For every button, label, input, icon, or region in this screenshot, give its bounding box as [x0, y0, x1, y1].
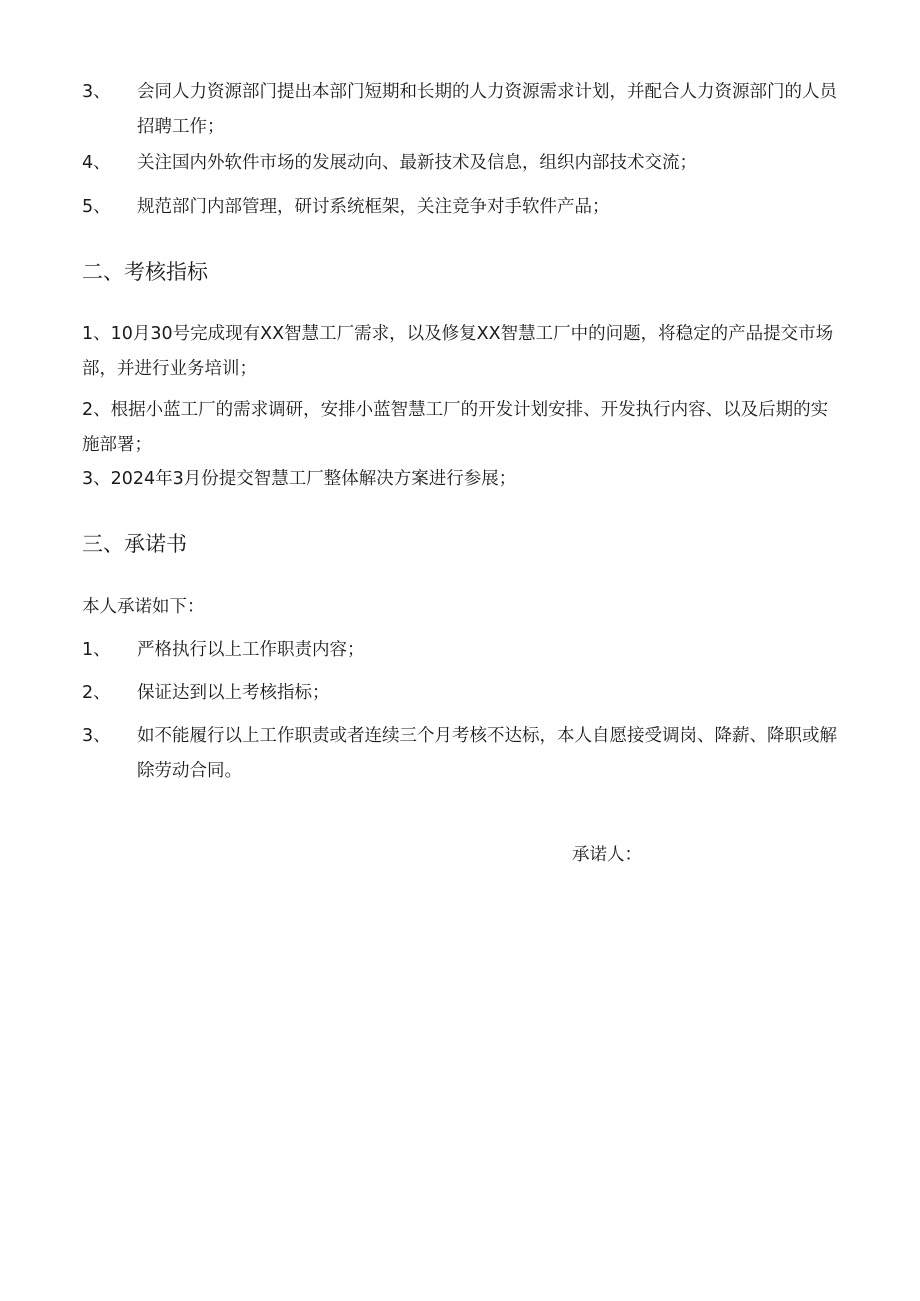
- commitment-number: 3、: [82, 726, 111, 746]
- kpi-item-1: 1、10月30号完成现有XX智慧工厂需求，以及修复XX智慧工厂中的问题，将稳定的产品提交市场部，并进行业务培训；: [82, 324, 834, 379]
- commitment-item-1: [82, 633, 842, 668]
- section-heading-commitment: 三、承诺书: [82, 532, 187, 556]
- section-heading-kpi: 二、考核指标: [82, 260, 208, 284]
- duty-number: 5、: [82, 197, 111, 217]
- signature-label: 承诺人：: [572, 845, 642, 865]
- commitment-number: 1、: [82, 640, 111, 660]
- commitment-text: 保证达到以上考核指标；: [137, 683, 330, 703]
- commitment-intro: 本人承诺如下：: [82, 597, 205, 617]
- commitment-text: 严格执行以上工作职责内容；: [137, 640, 365, 660]
- duty-text: 会同人力资源部门提出本部门短期和长期的人力资源需求计划，并配合人力资源部门的人员招聘工作；: [137, 82, 837, 137]
- commitment-number: 2、: [82, 683, 111, 703]
- duty-item-5: [82, 190, 842, 225]
- duty-text: 规范部门内部管理，研讨系统框架，关注竞争对手软件产品；: [137, 197, 610, 217]
- commitment-item-3: [82, 719, 842, 789]
- duty-number: 4、: [82, 153, 111, 173]
- duty-number: 3、: [82, 82, 111, 102]
- duty-item-3: [82, 75, 842, 145]
- commitment-item-2: [82, 676, 842, 711]
- kpi-item-2: 2、根据小蓝工厂的需求调研，安排小蓝智慧工厂的开发计划安排、开发执行内容、以及后期的实施部署；: [82, 400, 829, 455]
- duty-text: 关注国内外软件市场的发展动向、最新技术及信息，组织内部技术交流；: [137, 153, 697, 173]
- duty-item-4: [82, 146, 842, 181]
- commitment-text: 如不能履行以上工作职责或者连续三个月考核不达标，本人自愿接受调岗、降薪、降职或解除劳动合同。: [137, 726, 837, 781]
- kpi-item-3: 3、2024年3月份提交智慧工厂整体解决方案进行参展；: [82, 469, 517, 489]
